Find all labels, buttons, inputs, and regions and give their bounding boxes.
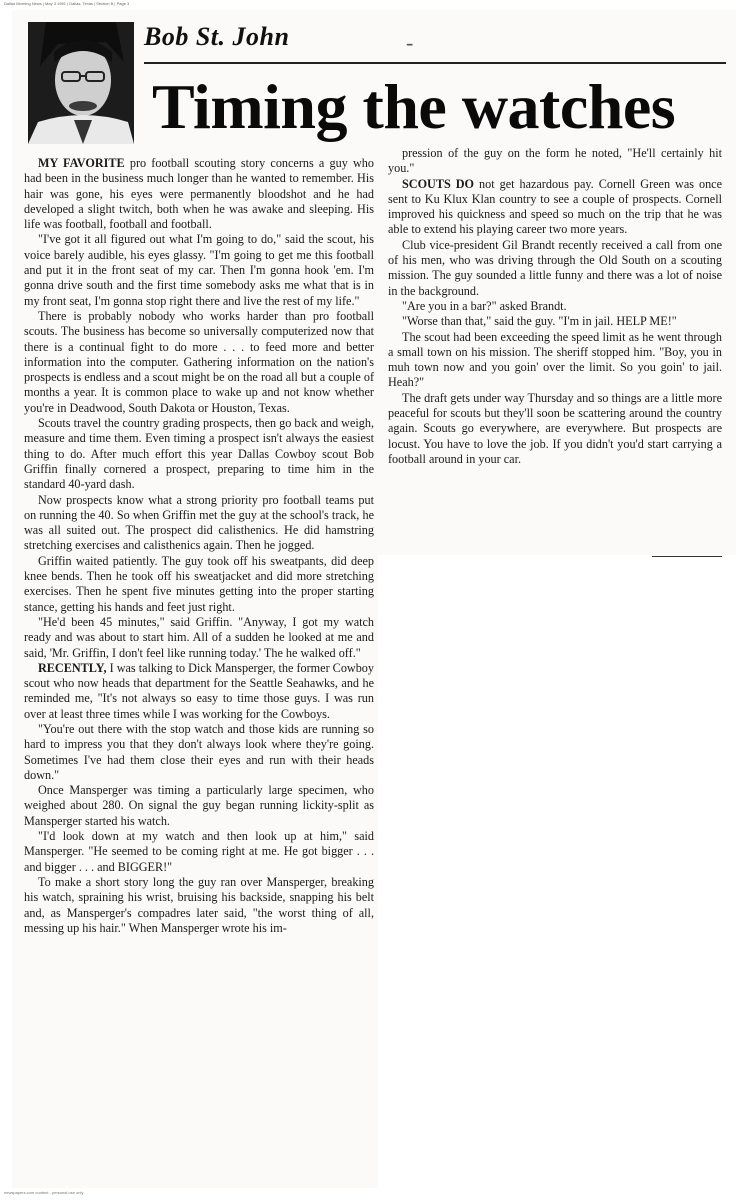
paragraph-text: Scouts travel the country grading prospects, then go back and weigh, measure and time them. Even timing a prospect isn't always the easiest thing to do. After much effort this year Dallas Cowboy scout Bob Griffin finally cornered a prospect, preparing to time him in the standard 40-yard dash. (24, 416, 374, 492)
paragraph-text: Now prospects know what a strong priority pro football teams put on running the 40. So when Griffin met the guy at the school's track, he was all suited out. The prospect did calisthenics. He did hamstring stretching exercises and calisthenics again. Then he jogged. (24, 492, 374, 553)
article-column-left (24, 156, 374, 936)
newspaper-clipping (12, 10, 736, 1188)
paragraph-text: Griffin waited patiently. The guy took off his sweatpants, did deep knee bends. Then he took off his sweatjacket and did more stretching exercises. Then he spent five minutes getting into the proper starting stance, getting his hands and feet just right. (24, 553, 374, 614)
paragraph-text: The draft gets under way Thursday and so things are a little more peaceful for scouts but they'll soon be scattering around the country again. Scouts go everywhere, are everywhere. But prospects are locust. You have to love the job. If you didn't you'd start carrying a football around in your car. (388, 390, 722, 466)
columnist-photo (28, 22, 134, 144)
article-paragraph (388, 314, 722, 329)
article-paragraph (388, 238, 722, 299)
article-paragraph (24, 829, 374, 875)
paragraph-text: Club vice-president Gil Brandt recently received a call from one of his men, who was driving through the Old South on a scouting mission. The guy sounded a little funny and there was a lot of noise in the background. (388, 237, 722, 298)
article-paragraph (24, 309, 374, 416)
paragraph-text: The scout had been exceeding the speed limit as he went through a small town on his mission. The sheriff stopped him. "Boy, you in muh town now and you goin' over the limit. So you goin' to jail. Heah?" (388, 329, 722, 390)
article-column-right (388, 146, 722, 467)
paragraph-lead-in: MY FAVORITE (38, 156, 125, 170)
article-paragraph (24, 722, 374, 783)
paragraph-text: pro football scouting story concerns a guy who had been in the business much longer than he wanted to remember. His hair was gone, his eyes were permanently bloodshot and he had developed a slight twitch, both when he was awake and sleeping. His life was football, football and football. (24, 156, 374, 232)
article-paragraph (24, 615, 374, 661)
article-paragraph (24, 232, 374, 308)
end-rule (652, 556, 722, 557)
article-paragraph (24, 416, 374, 492)
paragraph-text: There is probably nobody who works harder than pro football scouts. The business has become so universally computerized now that there is a continual fight to do more . . . to feed more and better information into the computer. Gathering information on the nation's prospects is endless and a scout might be on the road all but a couple of months a year. It is common place to wake up and not know whether you're in Deadwood, South Dakota or Houston, Texas. (24, 308, 374, 415)
paragraph-lead-in: RECENTLY, (38, 660, 107, 675)
page-footer-meta: newspapers.com content - personal use only (4, 1190, 84, 1195)
article-paragraph (24, 875, 374, 936)
article-paragraph (24, 661, 374, 722)
article-paragraph (388, 177, 722, 238)
article-paragraph (24, 554, 374, 615)
paragraph-text: "He'd been 45 minutes," said Griffin. "Anyway, I got my watch ready and was about to start him. All of a sudden he looked at me and said, 'Mr. Griffin, I don't feel like running today.' The he walked off." (24, 614, 374, 660)
byline-rule (144, 62, 726, 64)
headline: Timing the watches (152, 71, 676, 142)
article-paragraph (388, 330, 722, 391)
paragraph-text: not get hazardous pay. Cornell Green was once sent to Ku Klux Klan country to see a couple of prospects. Cornell improved his quickness and speed so much on the trip that he was able to extend his playing career two more years. (388, 176, 722, 237)
article-paragraph (388, 146, 722, 177)
page-header-meta: Dallas Morning News | May 3 1981 | Dallas, Texas | Section B | Page 3 (4, 1, 130, 6)
paragraph-text: "I'd look down at my watch and then look up at him," said Mansperger. "He seemed to be coming right at me. He got bigger . . . and bigger . . . and BIGGER!" (24, 829, 374, 874)
paragraph-text: "I've got it all figured out what I'm going to do," said the scout, his voice barely audible, his eyes glassy. "I'm going to get me this football and put it in the front seat of my car. Then I'm gonna hook 'em. I'm gonna drive south and the first time somebody asks me what that is in my front seat, I'm gonna stop right there and live the rest of my life." (24, 232, 374, 308)
article-paragraph (388, 391, 722, 467)
paragraph-text: "Are you in a bar?" asked Brandt. (402, 298, 567, 313)
paragraph-text: "Worse than that," said the guy. "I'm in jail. HELP ME!" (402, 314, 677, 329)
paragraph-text: pression of the guy on the form he noted, "He'll certainly hit you." (388, 146, 722, 176)
paragraph-text: I was talking to Dick Mansperger, the former Cowboy scout who now heads that department for the Seattle Seahawks, and he reminded me, "It's not always so easy to time those guys. I was run over at least three times while I was working for the Cowboys. (24, 660, 374, 721)
article-paragraph (24, 783, 374, 829)
byline-mark: - (406, 30, 414, 55)
article-paragraph (24, 493, 374, 554)
byline: Bob St. John (144, 22, 290, 51)
article-paragraph (388, 299, 722, 314)
article-paragraph (24, 156, 374, 232)
paragraph-text: Once Mansperger was timing a particularly large specimen, who weighed about 280. On signal the guy began running lickity-split as Mansperger started his watch. (24, 783, 374, 828)
paragraph-lead-in: SCOUTS DO (402, 176, 475, 191)
paragraph-text: "You're out there with the stop watch and those kids are running so hard to impress you that they don't always look where they're going. Sometimes I've had them close their eyes and run with their heads down." (24, 721, 374, 782)
paragraph-text: To make a short story long the guy ran over Mansperger, breaking his watch, spraining his wrist, bruising his backside, snapping his belt and, as Mansperger's compadres later said, "the worst thing of all, messing up his hair." When Mansperger wrote his im- (24, 874, 374, 935)
